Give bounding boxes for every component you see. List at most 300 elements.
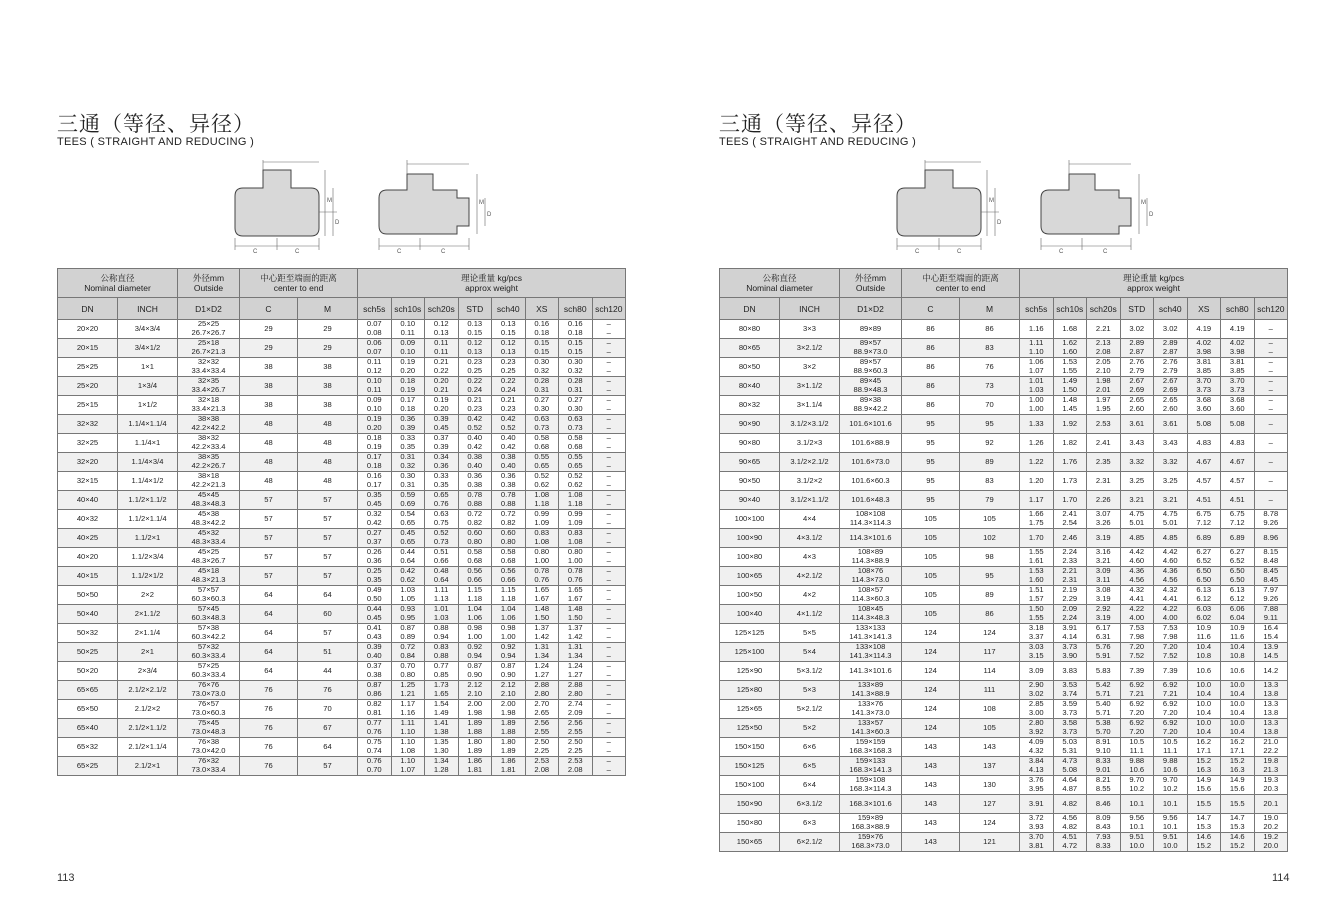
cell-weight: 4.32 4.41	[1154, 586, 1188, 605]
svg-text:C: C	[253, 249, 258, 254]
header-schedule: sch10s	[1053, 298, 1087, 320]
cell-inch: 2×1	[118, 643, 178, 662]
cell-c: 76	[240, 738, 298, 757]
cell-weight: 6.92 7.20	[1154, 700, 1188, 719]
table-row	[58, 358, 626, 377]
header-schedule: STD	[1120, 298, 1154, 320]
table-row	[720, 814, 1288, 833]
cell-weight: 0.58 0.68	[559, 434, 593, 453]
cell-m: 73	[960, 377, 1020, 396]
cell-weight: 13.3 13.8	[1254, 719, 1288, 738]
cell-outside: 89×89	[840, 320, 902, 339]
cell-weight: 0.28 0.31	[559, 377, 593, 396]
table-row	[58, 320, 626, 339]
header-schedule: STD	[458, 298, 492, 320]
cell-inch: 4×3.1/2	[780, 529, 840, 548]
cell-weight: – –	[592, 472, 626, 491]
cell-weight: 0.40 0.42	[458, 434, 492, 453]
table-row	[720, 833, 1288, 852]
cell-weight: 0.18 0.19	[358, 434, 392, 453]
cell-weight: 8.96	[1254, 529, 1288, 548]
table-row	[720, 358, 1288, 377]
cell-weight: 0.63 0.73	[525, 415, 559, 434]
cell-weight: 2.56 2.55	[559, 719, 593, 738]
table-row	[720, 567, 1288, 586]
cell-weight: 9.56 10.1	[1154, 814, 1188, 833]
cell-c: 95	[902, 472, 960, 491]
cell-weight: 1.54 1.49	[425, 700, 459, 719]
cell-weight: 4.67	[1221, 453, 1255, 472]
cell-c: 124	[902, 643, 960, 662]
cell-weight: 7.39	[1154, 662, 1188, 681]
cell-weight: 6.50 6.50	[1221, 567, 1255, 586]
cell-weight: 4.32 4.41	[1120, 586, 1154, 605]
title-chinese: 三通（等径、异径）	[719, 113, 917, 136]
cell-weight: 1.17	[1020, 491, 1054, 510]
cell-weight: 1.41 1.38	[425, 719, 459, 738]
cell-outside: 141.3×101.6	[840, 662, 902, 681]
cell-weight: 1.04 1.06	[492, 605, 526, 624]
cell-weight: 0.60 0.80	[492, 529, 526, 548]
cell-weight: 6.75 7.12	[1221, 510, 1255, 529]
cell-m: 70	[960, 396, 1020, 415]
svg-text:C: C	[1103, 249, 1108, 254]
cell-weight: 0.27 0.30	[559, 396, 593, 415]
cell-weight: 0.83 1.08	[559, 529, 593, 548]
cell-weight: 8.91 9.10	[1087, 738, 1121, 757]
cell-c: 38	[240, 396, 298, 415]
cell-weight: 4.75 5.01	[1154, 510, 1188, 529]
cell-weight: 4.83	[1221, 434, 1255, 453]
cell-inch: 6×4	[780, 776, 840, 795]
cell-dn: 80×50	[720, 358, 780, 377]
cell-dn: 20×20	[58, 320, 118, 339]
cell-weight: 0.27 0.30	[525, 396, 559, 415]
cell-weight: 0.15 0.15	[559, 339, 593, 358]
cell-c: 76	[240, 700, 298, 719]
page-left	[30, 0, 670, 917]
cell-weight: 2.53	[1087, 415, 1121, 434]
table-row	[720, 472, 1288, 491]
cell-weight: 0.87 0.90	[492, 662, 526, 681]
cell-weight: 8.21 8.55	[1087, 776, 1121, 795]
table-row	[58, 738, 626, 757]
cell-weight: 3.83	[1053, 662, 1087, 681]
cell-weight: 10.1	[1154, 795, 1188, 814]
cell-c: 105	[902, 529, 960, 548]
cell-weight: 0.10 0.11	[391, 320, 425, 339]
cell-dn: 40×20	[58, 548, 118, 567]
cell-weight: 1.31 1.34	[525, 643, 559, 662]
cell-m: 114	[960, 662, 1020, 681]
cell-outside: 159×89 168.3×88.9	[840, 814, 902, 833]
cell-weight: 16.4 15.4	[1254, 624, 1288, 643]
cell-inch: 2.1/2×1	[118, 757, 178, 776]
cell-m: 89	[960, 453, 1020, 472]
cell-outside: 101.6×48.3	[840, 491, 902, 510]
cell-weight: 2.41	[1087, 434, 1121, 453]
cell-weight: – –	[592, 567, 626, 586]
cell-weight: 6.50 6.50	[1187, 567, 1221, 586]
cell-weight: 0.35 0.45	[358, 491, 392, 510]
cell-weight: 5.40 5.71	[1087, 700, 1121, 719]
cell-weight: – –	[592, 624, 626, 643]
cell-weight: 6.17 6.31	[1087, 624, 1121, 643]
cell-dn: 150×80	[720, 814, 780, 833]
cell-weight: 2.85 3.00	[1020, 700, 1054, 719]
cell-inch: 2.1/2×2.1/2	[118, 681, 178, 700]
header-outside: 外径mm Outside	[178, 269, 240, 298]
cell-dn: 125×100	[720, 643, 780, 662]
cell-weight: – –	[592, 719, 626, 738]
cell-m: 48	[298, 453, 358, 472]
cell-m: 83	[960, 472, 1020, 491]
cell-weight: 2.65 2.60	[1120, 396, 1154, 415]
cell-weight: 1.37 1.42	[559, 624, 593, 643]
cell-weight: 2.21 2.31	[1053, 567, 1087, 586]
cell-weight: 0.99 1.09	[525, 510, 559, 529]
cell-weight: 20.1	[1254, 795, 1288, 814]
cell-c: 64	[240, 586, 298, 605]
cell-weight: 0.21 0.23	[458, 396, 492, 415]
cell-weight: 6.89	[1221, 529, 1255, 548]
cell-weight: 2.80 3.92	[1020, 719, 1054, 738]
cell-weight: 4.22 4.00	[1154, 605, 1188, 624]
cell-outside: 108×76 114.3×73.0	[840, 567, 902, 586]
cell-weight: 2.00 1.98	[458, 700, 492, 719]
cell-weight: 0.45 0.65	[391, 529, 425, 548]
cell-weight: 0.58 0.68	[492, 548, 526, 567]
cell-outside: 57×38 60.3×42.2	[178, 624, 240, 643]
header-inch: INCH	[780, 298, 840, 320]
cell-outside: 76×76 73.0×73.0	[178, 681, 240, 700]
cell-weight: 0.12 0.13	[492, 339, 526, 358]
cell-weight: 4.83	[1187, 434, 1221, 453]
table-row	[720, 510, 1288, 529]
cell-weight: 16.2 17.1	[1221, 738, 1255, 757]
svg-text:M: M	[989, 198, 994, 204]
cell-weight: 1.89 1.88	[458, 719, 492, 738]
cell-inch: 2×2	[118, 586, 178, 605]
cell-dn: 125×50	[720, 719, 780, 738]
cell-outside: 101.6×60.3	[840, 472, 902, 491]
cell-weight: 6.92 7.20	[1120, 719, 1154, 738]
cell-dn: 125×80	[720, 681, 780, 700]
cell-weight: – –	[592, 662, 626, 681]
header-approx-weight: 理论重量 kg/pcs approx weight	[1020, 269, 1288, 298]
cell-weight: 10.0 10.4	[1187, 681, 1221, 700]
cell-weight: – –	[592, 757, 626, 776]
cell-weight: 3.72 3.93	[1020, 814, 1054, 833]
table-row	[720, 757, 1288, 776]
cell-weight: 7.53 7.98	[1154, 624, 1188, 643]
cell-weight: 0.75 0.74	[358, 738, 392, 757]
header-schedule: sch20s	[425, 298, 459, 320]
cell-dn: 20×15	[58, 339, 118, 358]
cell-weight: 0.56 0.66	[458, 567, 492, 586]
cell-outside: 108×89 114.3×88.9	[840, 548, 902, 567]
cell-weight: – –	[1254, 339, 1288, 358]
cell-weight: 0.93 0.95	[391, 605, 425, 624]
cell-c: 48	[240, 434, 298, 453]
cell-weight: 5.08	[1187, 415, 1221, 434]
cell-weight: 0.77 0.76	[358, 719, 392, 738]
cell-weight: 0.23 0.25	[492, 358, 526, 377]
cell-weight: 3.81 3.85	[1187, 358, 1221, 377]
cell-weight: 0.77 0.85	[425, 662, 459, 681]
table-row	[720, 548, 1288, 567]
cell-dn: 50×50	[58, 586, 118, 605]
cell-weight: 0.36 0.39	[391, 415, 425, 434]
cell-weight: 0.52 0.62	[559, 472, 593, 491]
table-row	[58, 643, 626, 662]
cell-weight: 1.48 1.50	[559, 605, 593, 624]
table-row	[58, 529, 626, 548]
cell-weight: 3.81 3.85	[1221, 358, 1255, 377]
cell-weight: 4.02 3.98	[1221, 339, 1255, 358]
cell-weight: 8.09 8.43	[1087, 814, 1121, 833]
cell-weight: 0.21 0.23	[492, 396, 526, 415]
table-row	[720, 719, 1288, 738]
cell-m: 130	[960, 776, 1020, 795]
cell-c: 38	[240, 377, 298, 396]
cell-c: 124	[902, 662, 960, 681]
cell-outside: 159×108 168.3×114.3	[840, 776, 902, 795]
cell-weight: 1.76	[1053, 453, 1087, 472]
cell-weight: 1.11 1.10	[1020, 339, 1054, 358]
cell-c: 143	[902, 757, 960, 776]
cell-weight: 0.15 0.15	[525, 339, 559, 358]
cell-inch: 3.1/2×2.1/2	[780, 453, 840, 472]
cell-weight: 0.65 0.76	[425, 491, 459, 510]
cell-weight: 9.51 10.0	[1154, 833, 1188, 852]
cell-weight: – –	[592, 586, 626, 605]
cell-weight: 1.10 1.08	[391, 738, 425, 757]
cell-m: 29	[298, 339, 358, 358]
cell-c: 143	[902, 833, 960, 852]
cell-c: 57	[240, 529, 298, 548]
cell-outside: 159×159 168.3×168.3	[840, 738, 902, 757]
table-row	[58, 548, 626, 567]
cell-weight: 3.03 3.15	[1020, 643, 1054, 662]
cell-weight: 9.88 10.6	[1120, 757, 1154, 776]
cell-inch: 5×3.1/2	[780, 662, 840, 681]
cell-weight: 0.56 0.66	[492, 567, 526, 586]
cell-c: 48	[240, 415, 298, 434]
cell-weight: 3.21	[1154, 491, 1188, 510]
cell-m: 127	[960, 795, 1020, 814]
cell-weight: 0.09 0.10	[358, 396, 392, 415]
cell-m: 89	[960, 586, 1020, 605]
cell-inch: 2.1/2×1.1/4	[118, 738, 178, 757]
cell-weight: 3.08 3.19	[1087, 586, 1121, 605]
cell-weight: 1.80 1.89	[492, 738, 526, 757]
cell-outside: 45×45 48.3×48.3	[178, 491, 240, 510]
cell-weight: 7.93 8.33	[1087, 833, 1121, 852]
cell-weight: 0.58 0.68	[525, 434, 559, 453]
cell-m: 108	[960, 700, 1020, 719]
cell-outside: 45×18 48.3×21.3	[178, 567, 240, 586]
cell-weight: 9.51 10.0	[1120, 833, 1154, 852]
cell-weight: 4.75 5.01	[1120, 510, 1154, 529]
cell-weight: 0.49 0.50	[358, 586, 392, 605]
cell-c: 95	[902, 434, 960, 453]
cell-weight: 1.33	[1020, 415, 1054, 434]
header-schedule: sch80	[559, 298, 593, 320]
cell-dn: 150×65	[720, 833, 780, 852]
cell-c: 64	[240, 662, 298, 681]
cell-weight: 1.22	[1020, 453, 1054, 472]
cell-c: 143	[902, 814, 960, 833]
cell-dn: 32×15	[58, 472, 118, 491]
cell-weight: 8.46	[1087, 795, 1121, 814]
cell-outside: 133×57 141.3×60.3	[840, 719, 902, 738]
cell-weight: 3.70 3.73	[1221, 377, 1255, 396]
cell-weight: – –	[592, 491, 626, 510]
cell-weight: 0.52 0.73	[425, 529, 459, 548]
cell-m: 60	[298, 605, 358, 624]
cell-weight: 3.02	[1120, 320, 1154, 339]
cell-weight: 2.31	[1087, 472, 1121, 491]
cell-inch: 5×4	[780, 643, 840, 662]
cell-weight: 0.82 0.81	[358, 700, 392, 719]
header-center-to-end: 中心距至端面的距离 center to end	[240, 269, 358, 298]
cell-outside: 89×45 88.9×48.3	[840, 377, 902, 396]
cell-weight: 5.08	[1221, 415, 1255, 434]
cell-weight: 3.73 3.90	[1053, 643, 1087, 662]
cell-weight: –	[1254, 491, 1288, 510]
cell-inch: 4×4	[780, 510, 840, 529]
cell-dn: 32×32	[58, 415, 118, 434]
cell-weight: 4.19	[1221, 320, 1255, 339]
cell-weight: – –	[592, 510, 626, 529]
cell-c: 143	[902, 795, 960, 814]
cell-weight: 2.88 2.80	[559, 681, 593, 700]
cell-weight: 0.39 0.45	[425, 415, 459, 434]
cell-inch: 6×6	[780, 738, 840, 757]
cell-weight: 10.5 11.1	[1154, 738, 1188, 757]
cell-outside: 108×45 114.3×48.3	[840, 605, 902, 624]
table-row	[58, 681, 626, 700]
cell-weight: 1.65 1.67	[525, 586, 559, 605]
table-row	[58, 415, 626, 434]
cell-weight: 2.12 2.10	[492, 681, 526, 700]
cell-weight: 1.37 1.42	[525, 624, 559, 643]
cell-weight: 3.68 3.60	[1187, 396, 1221, 415]
cell-weight: 4.67	[1187, 453, 1221, 472]
cell-weight: 3.43	[1154, 434, 1188, 453]
cell-dn: 100×90	[720, 529, 780, 548]
cell-weight: 0.38 0.40	[458, 453, 492, 472]
header-center-to-end: 中心距至端面的距离 center to end	[902, 269, 1020, 298]
equal-tee-drawing	[877, 158, 1017, 254]
cell-inch: 1.1/2×1/2	[118, 567, 178, 586]
cell-c: 124	[902, 681, 960, 700]
cell-weight: 1.35 1.30	[425, 738, 459, 757]
cell-weight: 1.92	[1053, 415, 1087, 434]
table-row	[58, 377, 626, 396]
cell-weight: 0.27 0.37	[358, 529, 392, 548]
cell-weight: 0.11 0.12	[358, 358, 392, 377]
cell-inch: 3×3	[780, 320, 840, 339]
cell-m: 86	[960, 320, 1020, 339]
cell-inch: 2×1.1/4	[118, 624, 178, 643]
cell-weight: 13.3 13.8	[1254, 681, 1288, 700]
cell-inch: 6×5	[780, 757, 840, 776]
cell-weight: 2.35	[1087, 453, 1121, 472]
cell-weight: 2.24 2.33	[1053, 548, 1087, 567]
table-row	[58, 757, 626, 776]
cell-weight: – –	[592, 643, 626, 662]
cell-outside: 168.3×101.6	[840, 795, 902, 814]
cell-inch: 2×3/4	[118, 662, 178, 681]
header-c: C	[902, 298, 960, 320]
cell-weight: –	[1254, 453, 1288, 472]
cell-weight: –	[1254, 472, 1288, 491]
cell-weight: 0.38 0.40	[492, 453, 526, 472]
cell-outside: 114.3×101.6	[840, 529, 902, 548]
header-approx-weight: 理论重量 kg/pcs approx weight	[358, 269, 626, 298]
cell-m: 92	[960, 434, 1020, 453]
cell-weight: 1.49 1.50	[1053, 377, 1087, 396]
cell-weight: 1.70	[1053, 491, 1087, 510]
cell-weight: 4.51 4.72	[1053, 833, 1087, 852]
header-d1xd2: D1×D2	[178, 298, 240, 320]
cell-weight: 4.85	[1154, 529, 1188, 548]
cell-weight: 14.6 15.2	[1187, 833, 1221, 852]
cell-dn: 40×32	[58, 510, 118, 529]
cell-weight: 10.0 10.4	[1221, 681, 1255, 700]
cell-dn: 65×40	[58, 719, 118, 738]
cell-weight: 0.22 0.24	[458, 377, 492, 396]
cell-outside: 108×57 114.3×60.3	[840, 586, 902, 605]
cell-dn: 65×25	[58, 757, 118, 776]
cell-dn: 25×20	[58, 377, 118, 396]
cell-m: 76	[960, 358, 1020, 377]
header-schedule: sch10s	[391, 298, 425, 320]
cell-weight: 3.91 4.14	[1053, 624, 1087, 643]
cell-weight: 3.61	[1120, 415, 1154, 434]
cell-weight: 1.16	[1020, 320, 1054, 339]
cell-weight: 2.67 2.69	[1154, 377, 1188, 396]
header-schedule: sch120	[592, 298, 626, 320]
cell-weight: 0.78 0.88	[492, 491, 526, 510]
cell-weight: 8.78 9.26	[1254, 510, 1288, 529]
cell-outside: 133×108 141.3×114.3	[840, 643, 902, 662]
cell-weight: 0.44 0.45	[358, 605, 392, 624]
cell-weight: 0.99 1.09	[559, 510, 593, 529]
cell-weight: 4.22 4.00	[1120, 605, 1154, 624]
cell-weight: 1.53 1.55	[1053, 358, 1087, 377]
cell-weight: 1.89 1.88	[492, 719, 526, 738]
cell-weight: 2.13 2.08	[1087, 339, 1121, 358]
cell-weight: 3.68 3.60	[1221, 396, 1255, 415]
cell-weight: – –	[1254, 358, 1288, 377]
cell-c: 57	[240, 548, 298, 567]
cell-c: 86	[902, 377, 960, 396]
cell-weight: 6.89	[1187, 529, 1221, 548]
cell-dn: 25×15	[58, 396, 118, 415]
cell-weight: 5.83	[1087, 662, 1121, 681]
table-row	[720, 491, 1288, 510]
cell-weight: 0.22 0.24	[492, 377, 526, 396]
cell-inch: 3.1/2×3	[780, 434, 840, 453]
cell-weight: 10.0 10.4	[1221, 719, 1255, 738]
cell-weight: 3.16 3.21	[1087, 548, 1121, 567]
cell-weight: 0.26 0.36	[358, 548, 392, 567]
cell-weight: 0.58 0.68	[458, 548, 492, 567]
cell-weight: 0.13 0.15	[458, 320, 492, 339]
